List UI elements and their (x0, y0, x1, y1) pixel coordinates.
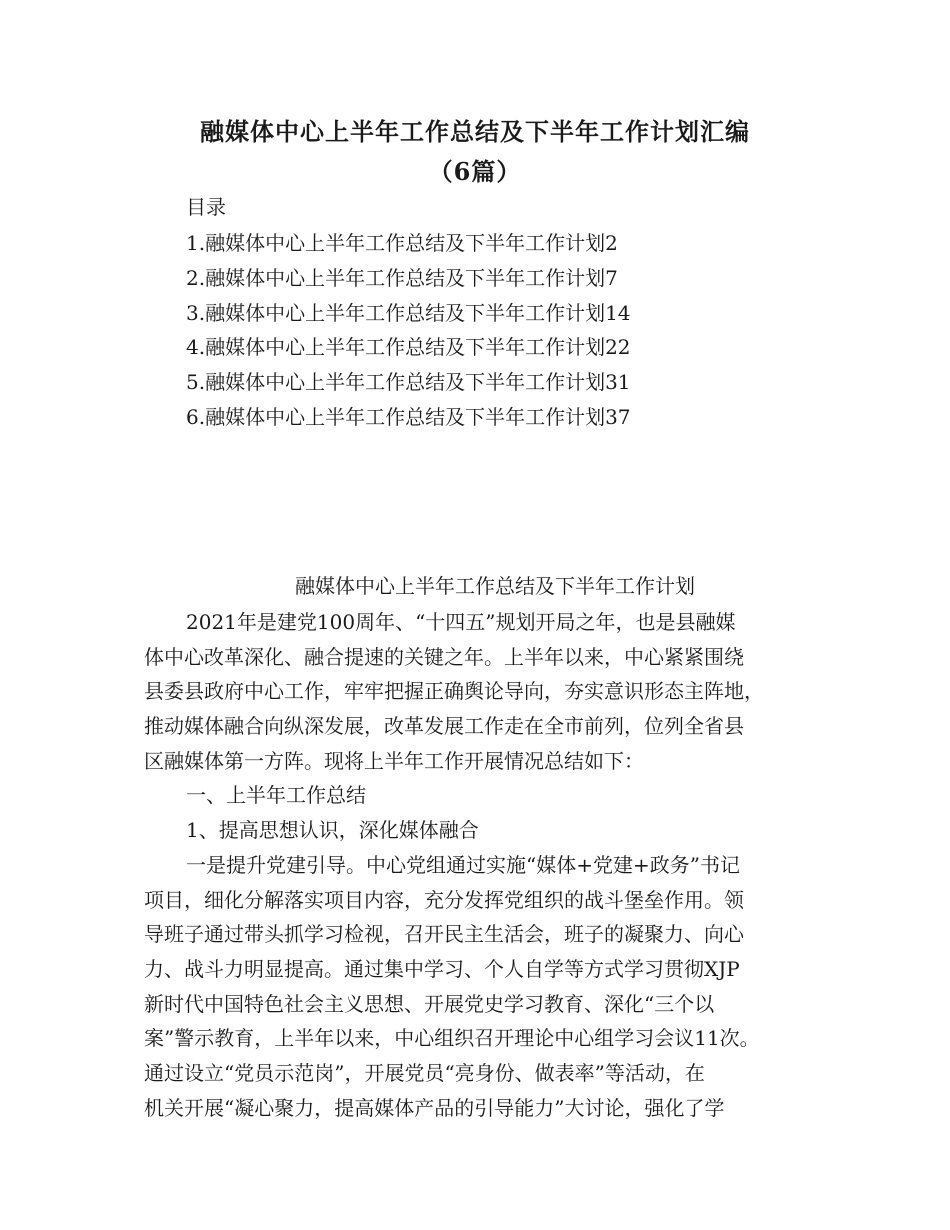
toc-item[interactable]: 2.融媒体中心上半年工作总结及下半年工作计划7 (186, 265, 618, 290)
paragraph-line: 县委县政府中心工作，牢牢把握正确舆论导向，夯实意识形态主阵地， (144, 679, 764, 704)
table-of-contents (186, 226, 631, 435)
paragraph-line: 机关开展“凝心聚力，提高媒体产品的引导能力”大讨论，强化了学 (144, 1095, 725, 1120)
toc-item[interactable]: 4.融媒体中心上半年工作总结及下半年工作计划22 (186, 335, 631, 360)
paragraph-line: 新时代中国特色社会主义思想、开展党史学习教育、深化“三个以 (144, 991, 715, 1016)
section-body (144, 605, 824, 1125)
toc-item[interactable]: 6.融媒体中心上半年工作总结及下半年工作计划37 (186, 404, 631, 429)
toc-item[interactable]: 3.融媒体中心上半年工作总结及下半年工作计划14 (186, 300, 631, 325)
section-title: 融媒体中心上半年工作总结及下半年工作计划 (295, 574, 695, 598)
paragraph-line: 2021年是建党100周年、“十四五”规划开局之年，也是县融媒 (186, 610, 736, 634)
toc-item[interactable]: 1.融媒体中心上半年工作总结及下半年工作计划2 (186, 231, 618, 255)
paragraph-line: 导班子通过带头抓学习检视，召开民主生活会，班子的凝聚力、向心 (144, 922, 744, 947)
paragraph-line: 通过设立“党员示范岗”，开展党员“亮身份、做表率”等活动，在 (144, 1060, 705, 1085)
heading-line: 一、上半年工作总结 (186, 783, 366, 808)
paragraph-line: 体中心改革深化、融合提速的关键之年。上半年以来，中心紧紧围绕 (144, 644, 744, 669)
toc-heading: 目录 (186, 195, 226, 219)
paragraph-line: 推动媒体融合向纵深发展，改革发展工作走在全市前列，位列全省县 (144, 714, 744, 739)
document-title: 融媒体中心上半年工作总结及下半年工作计划汇编 (200, 117, 750, 146)
toc-item[interactable]: 5.融媒体中心上半年工作总结及下半年工作计划31 (186, 370, 631, 395)
paragraph-line: 案”警示教育，上半年以来，中心组织召开理论中心组学习会议11次。 (144, 1026, 760, 1051)
paragraph-line: 一是提升党建引导。中心党组通过实施“媒体+党建+政务”书记 (186, 852, 740, 877)
subheading-line: 1、提高思想认识，深化媒体融合 (186, 818, 479, 843)
paragraph-line: 力、战斗力明显提高。通过集中学习、个人自学等方式学习贯彻XJP (144, 956, 740, 981)
paragraph-line: 区融媒体第一方阵。现将上半年工作开展情况总结如下： (144, 748, 644, 773)
document-subtitle: （6篇） (428, 157, 522, 186)
paragraph-line: 项目，细化分解落实项目内容，充分发挥党组织的战斗堡垒作用。领 (144, 887, 744, 912)
